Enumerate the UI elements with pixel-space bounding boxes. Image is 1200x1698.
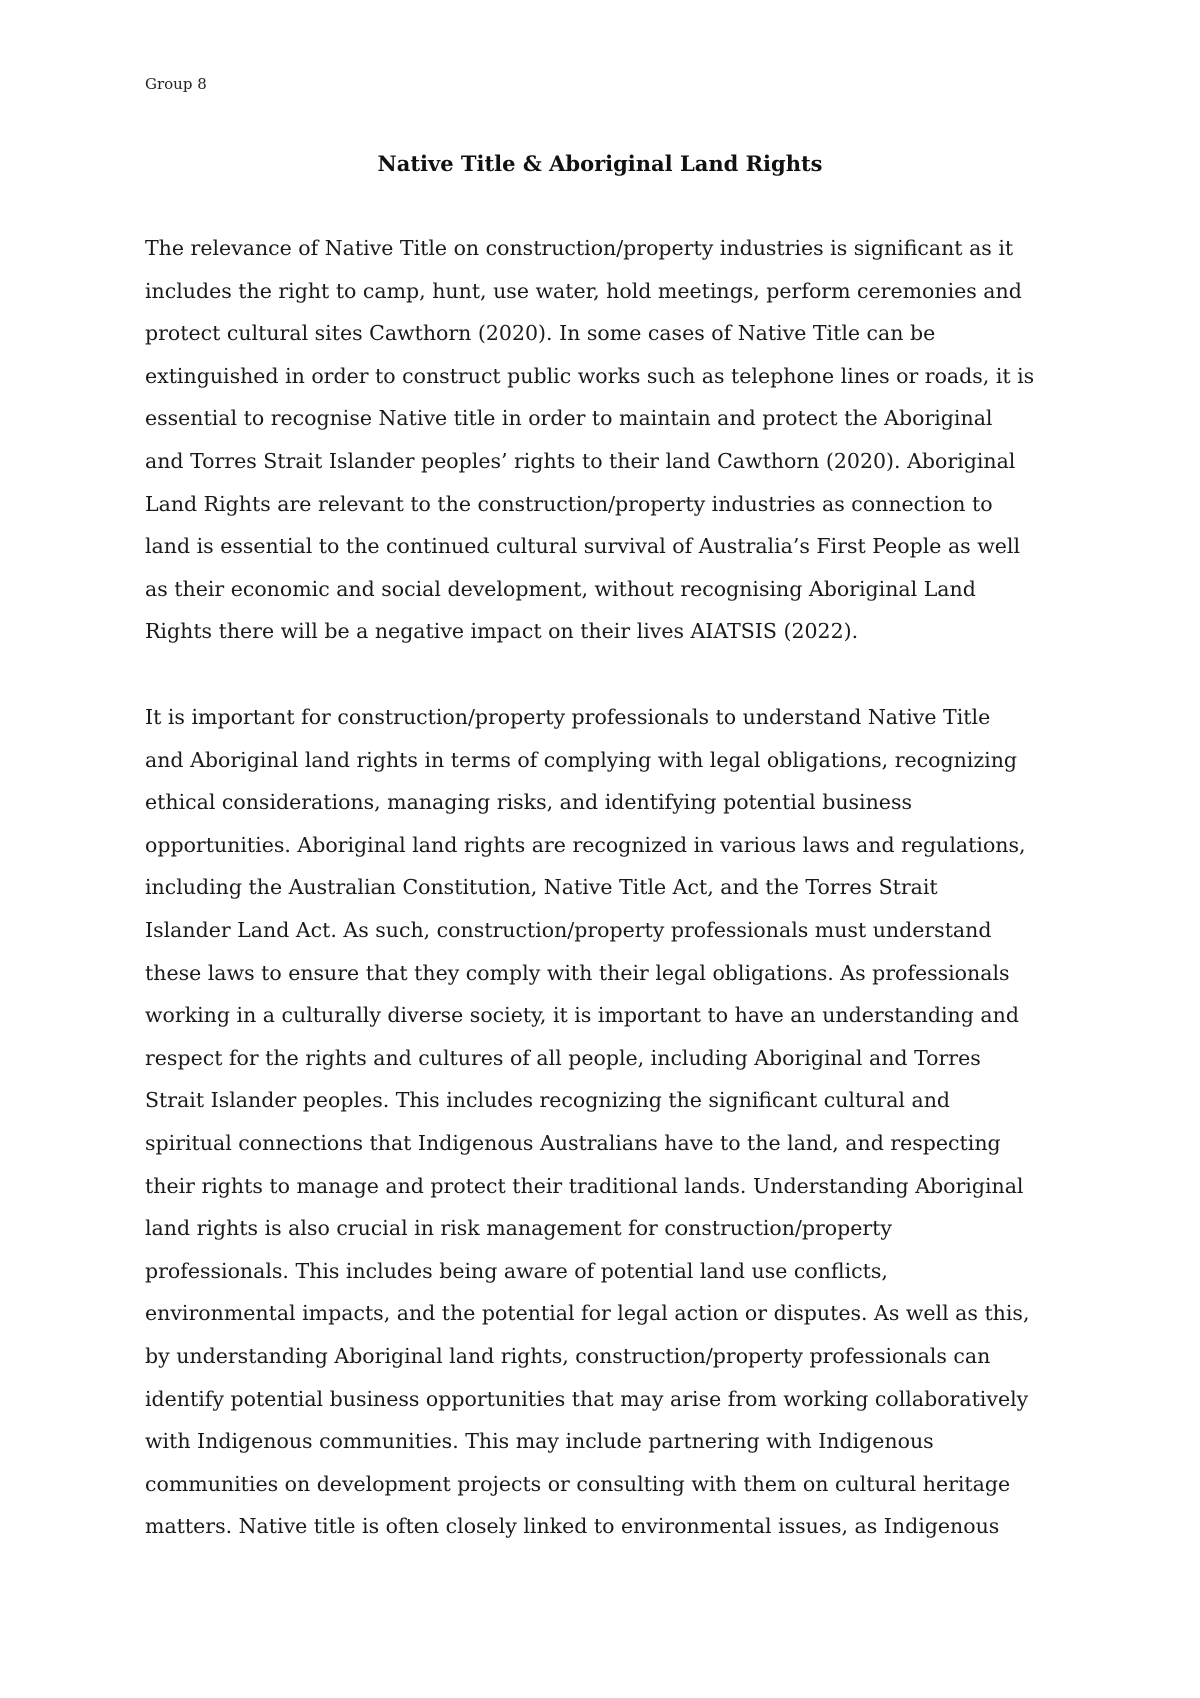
paragraph-line: identify potential business opportunities that may arise from working collaboratively [145,1386,1029,1411]
paragraph-line: matters. Native title is often closely linked to environmental issues, as Indigenous [145,1514,1000,1539]
paragraph-line: land is essential to the continued cultural survival of Australia’s First People as well [145,534,1021,559]
paragraph-line: Strait Islander peoples. This includes recognizing the significant cultural and [145,1088,951,1113]
paragraph-line: respect for the rights and cultures of all people, including Aboriginal and Torres [145,1045,981,1070]
paragraph-line: environmental impacts, and the potential for legal action or disputes. As well as this, [145,1301,1030,1326]
paragraph-line: essential to recognise Native title in order to maintain and protect the Aboriginal [145,406,993,431]
paragraph-line: The relevance of Native Title on construction/property industries is significant as it [145,236,1014,260]
paragraph-line: spiritual connections that Indigenous Australians have to the land, and respecting [145,1130,1001,1155]
page-header: Group 8 [145,75,207,93]
paragraph-line: professionals. This includes being aware of potential land use conflicts, [145,1258,888,1283]
paragraph-line: communities on development projects or consulting with them on cultural heritage [145,1471,1011,1496]
paragraph-line: land rights is also crucial in risk management for construction/property [145,1216,892,1241]
document-title: Native Title & Aboriginal Land Rights [377,151,823,176]
paragraph-line: It is important for construction/property professionals to understand Native Title [145,705,991,729]
paragraph-line: extinguished in order to construct public works such as telephone lines or roads, it is [145,363,1035,388]
paragraph-line: protect cultural sites Cawthorn (2020). In some cases of Native Title can be [145,321,936,346]
paragraph-line: includes the right to camp, hunt, use water, hold meetings, perform ceremonies and [145,278,1022,303]
paragraph-line: Islander Land Act. As such, construction/property professionals must understand [145,917,992,942]
paragraph-line: with Indigenous communities. This may include partnering with Indigenous [145,1429,934,1454]
paragraph-line: opportunities. Aboriginal land rights are recognized in various laws and regulations, [145,832,1026,857]
paragraph-line: ethical considerations, managing risks, and identifying potential business [145,790,912,815]
paragraph-line: working in a culturally diverse society, it is important to have an understanding and [145,1003,1019,1028]
paragraph-2 [145,696,1070,1548]
paragraph-line: Rights there will be a negative impact on their lives AIATSIS (2022). [145,619,859,644]
paragraph-line: and Torres Strait Islander peoples’ rights to their land Cawthorn (2020). Aboriginal [145,448,1016,473]
paragraph-line: these laws to ensure that they comply with their legal obligations. As professionals [145,960,1010,985]
paragraph-1 [145,227,1070,653]
paragraph-line: and Aboriginal land rights in terms of complying with legal obligations, recognizing [145,747,1018,772]
paragraph-line: including the Australian Constitution, Native Title Act, and the Torres Strait [145,875,938,900]
paragraph-line: Land Rights are relevant to the construction/property industries as connection to [145,491,993,516]
paragraph-line: as their economic and social development, without recognising Aboriginal Land [145,576,976,601]
paragraph-line: by understanding Aboriginal land rights, construction/property professionals can [145,1343,991,1368]
paragraph-line: their rights to manage and protect their traditional lands. Understanding Aboriginal [145,1173,1024,1198]
